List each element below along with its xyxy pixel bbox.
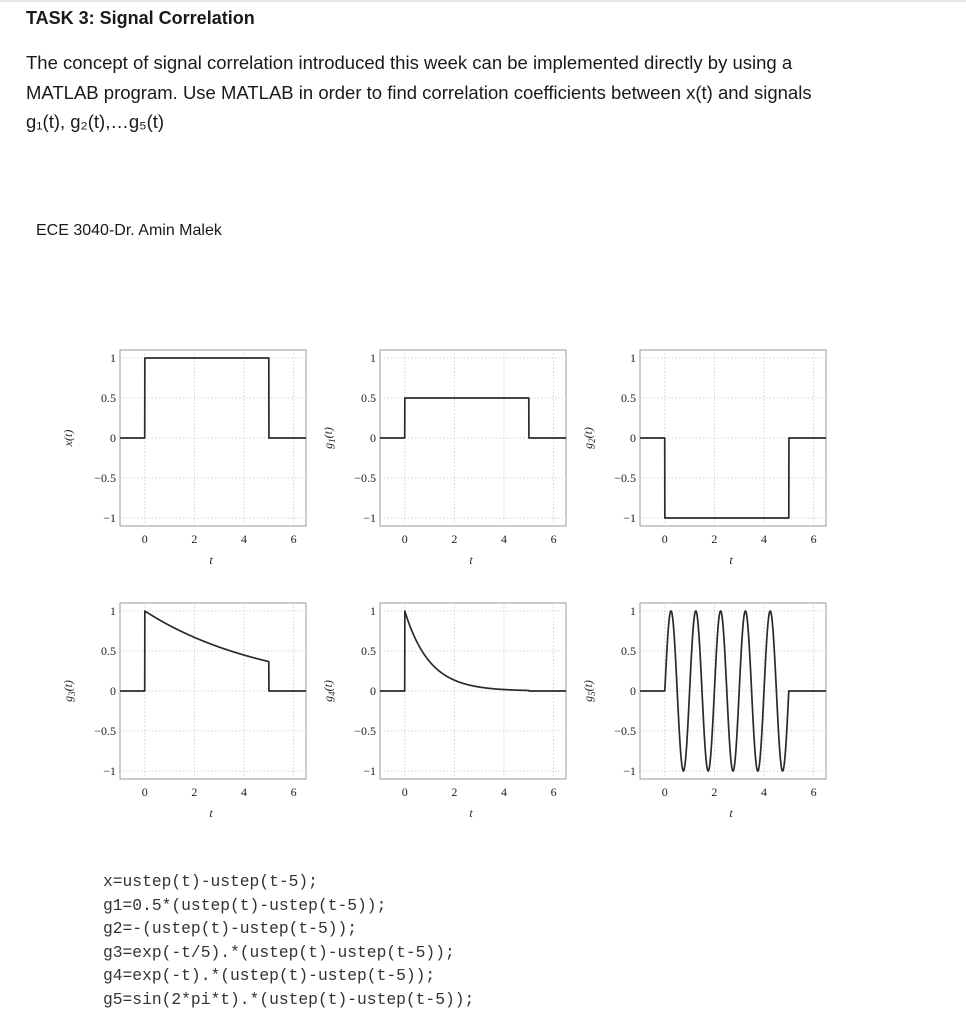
- y-tick-label: −0.5: [354, 471, 376, 485]
- y-axis-label: $g_4(t)$: [321, 680, 337, 702]
- code-line: x=ustep(t)-ustep(t-5);: [103, 872, 318, 891]
- code-line: g5=sin(2*pi*t).*(ustep(t)-ustep(t-5));: [103, 989, 475, 1009]
- signal-curve-g5: [640, 611, 826, 771]
- y-axis-label: $g_3(t)$: [61, 680, 77, 702]
- x-tick-label: 2: [451, 785, 458, 799]
- matlab-code-block: [103, 870, 474, 1012]
- x-axis-label: t: [729, 806, 733, 820]
- y-tick-label: −0.5: [354, 724, 376, 738]
- y-tick-label: −1: [103, 764, 116, 778]
- y-tick-label: 0: [370, 684, 376, 698]
- x-tick-label: 0: [661, 532, 668, 546]
- y-tick-label: 1: [630, 351, 636, 365]
- y-tick-label: 1: [110, 351, 116, 365]
- y-tick-label: −0.5: [614, 471, 636, 485]
- x-tick-label: 0: [401, 785, 408, 799]
- x-tick-label: 0: [401, 532, 408, 546]
- y-tick-label: 1: [110, 604, 116, 618]
- y-tick-label: 0: [630, 684, 636, 698]
- course-author: ECE 3040-Dr. Amin Malek: [36, 222, 222, 239]
- y-tick-label: 0.5: [101, 391, 116, 405]
- y-tick-label: −1: [363, 764, 376, 778]
- x-tick-label: 4: [241, 785, 247, 799]
- plot-g5: [581, 603, 826, 820]
- x-axis-label: t: [209, 553, 213, 567]
- x-tick-label: 6: [810, 532, 817, 546]
- task-description: [26, 48, 926, 137]
- x-tick-label: 0: [141, 785, 148, 799]
- y-axis-label: $g_1(t)$: [321, 427, 337, 449]
- y-axis-label: $g_2(t)$: [581, 427, 597, 449]
- x-tick-label: 2: [191, 785, 198, 799]
- code-line: g3=exp(-t/5).*(ustep(t)-ustep(t-5));: [103, 942, 455, 962]
- x-tick-label: 4: [241, 532, 247, 546]
- y-tick-label: −1: [103, 511, 116, 525]
- x-tick-label: 6: [550, 532, 557, 546]
- y-tick-label: 1: [370, 351, 376, 365]
- y-tick-label: 1: [370, 604, 376, 618]
- plot-g4: [321, 603, 566, 820]
- x-tick-label: 2: [191, 532, 198, 546]
- plot-g2: [581, 350, 826, 567]
- signal-plots-figure: [0, 330, 966, 830]
- description-line: The concept of signal correlation introduced this week can be implemented directly by using a: [26, 52, 793, 73]
- y-tick-label: 0: [370, 431, 376, 445]
- x-tick-label: 2: [711, 532, 718, 546]
- x-tick-label: 6: [290, 785, 297, 799]
- y-tick-label: −1: [623, 764, 636, 778]
- x-tick-label: 0: [661, 785, 668, 799]
- x-tick-label: 4: [501, 532, 507, 546]
- x-tick-label: 2: [711, 785, 718, 799]
- plot-g1: [321, 350, 566, 567]
- code-line: g1=0.5*(ustep(t)-ustep(t-5));: [103, 895, 387, 915]
- y-tick-label: 0: [110, 431, 116, 445]
- x-tick-label: 4: [501, 785, 507, 799]
- plot-x: [61, 350, 306, 567]
- x-axis-label: t: [729, 553, 733, 567]
- x-axis-label: t: [209, 806, 213, 820]
- y-tick-label: 0.5: [361, 644, 376, 658]
- description-line: g₁(t), g₂(t),…g₅(t): [26, 111, 165, 132]
- y-tick-label: −1: [363, 511, 376, 525]
- y-tick-label: −1: [623, 511, 636, 525]
- y-axis-label: x(t): [61, 429, 75, 447]
- x-tick-label: 6: [550, 785, 557, 799]
- x-tick-label: 6: [290, 532, 297, 546]
- x-tick-label: 4: [761, 532, 767, 546]
- x-tick-label: 4: [761, 785, 767, 799]
- description-line: MATLAB program. Use MATLAB in order to find correlation coefficients between x(t) and signals: [26, 81, 812, 103]
- x-axis-label: t: [469, 553, 473, 567]
- y-axis-label: $g_5(t)$: [581, 680, 597, 702]
- x-tick-label: 6: [810, 785, 817, 799]
- y-tick-label: 0.5: [101, 644, 116, 658]
- y-tick-label: −0.5: [614, 724, 636, 738]
- y-tick-label: 0.5: [621, 391, 636, 405]
- y-tick-label: 1: [630, 604, 636, 618]
- x-tick-label: 0: [141, 532, 148, 546]
- task-title: TASK 3: Signal Correlation: [26, 8, 255, 28]
- y-tick-label: 0: [110, 684, 116, 698]
- code-line: g4=exp(-t).*(ustep(t)-ustep(t-5));: [103, 966, 436, 986]
- plot-g3: [61, 603, 306, 820]
- y-tick-label: 0: [630, 431, 636, 445]
- y-tick-label: 0.5: [361, 391, 376, 405]
- code-line: g2=-(ustep(t)-ustep(t-5));: [103, 919, 358, 939]
- y-tick-label: −0.5: [94, 724, 116, 738]
- x-axis-label: t: [469, 806, 473, 820]
- y-tick-label: −0.5: [94, 471, 116, 485]
- page-top-rule: [0, 0, 966, 2]
- x-tick-label: 2: [451, 532, 458, 546]
- y-tick-label: 0.5: [621, 644, 636, 658]
- signal-curve-g1: [380, 398, 566, 438]
